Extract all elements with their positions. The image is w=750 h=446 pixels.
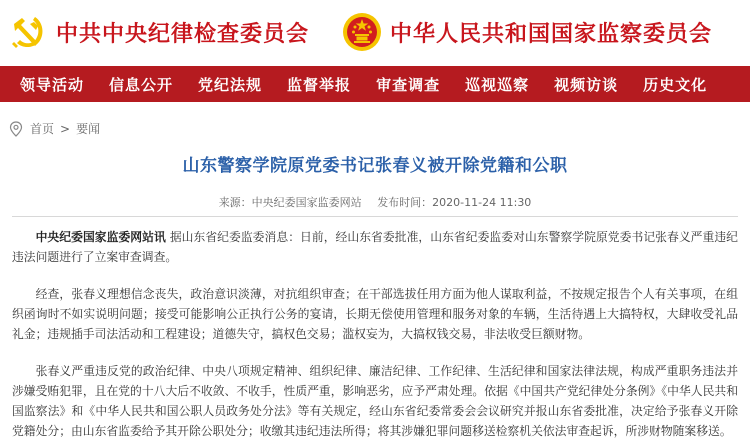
nav-item-investigation[interactable]: 审查调查 — [376, 75, 441, 94]
party-emblem-icon — [8, 12, 48, 52]
nav-item-inspection[interactable]: 巡视巡察 — [465, 75, 530, 94]
national-emblem-icon — [342, 12, 382, 52]
title-divider — [12, 216, 738, 217]
ccdi-name: 中共中央纪律检查委员会 — [56, 20, 310, 47]
breadcrumb-current-link[interactable]: 要闻 — [76, 122, 101, 136]
location-pin-icon — [8, 121, 24, 137]
nav-item-reporting[interactable]: 监督举报 — [287, 75, 352, 94]
nav-item-disclosure[interactable]: 信息公开 — [109, 75, 174, 94]
article-published-time: 发布时间：2020-11-24 11:30 — [377, 196, 532, 209]
article-body — [12, 227, 738, 446]
ccdi-brand[interactable] — [8, 12, 309, 52]
nav-item-leadership[interactable]: 领导活动 — [20, 75, 85, 94]
nav-item-video[interactable]: 视频访谈 — [554, 75, 619, 94]
article-paragraph-2: 经查，张春义理想信念丧失，政治意识淡薄，对抗组织审查；在干部选拔任用方面为他人谋取利益，不按规定报告个人有关事项，在组织函询时不如实说明问题；接受可能影响公正执行公务的宴请，长期无偿使用管理和服务对象的车辆，生活待遇上大搞特权，大肆收受礼品礼金；违规插手司法活动和工程建设；道德失守，搞权色交易；滥权妄为，大搞权钱交易，非法收受巨额财物。 — [12, 287, 738, 341]
nav-item-history[interactable]: 历史文化 — [643, 75, 708, 94]
article-meta — [0, 194, 750, 210]
breadcrumb-separator: > — [60, 121, 71, 136]
breadcrumb-home-link[interactable]: 首页 — [30, 122, 55, 136]
article-paragraph-3: 张春义严重违反党的政治纪律、中央八项规定精神、组织纪律、廉洁纪律、工作纪律、生活纪律和国家法律法规，构成严重职务违法并涉嫌受贿犯罪，且在党的十八大后不收敛、不收手，性质严重，影响恶劣，应予严肃处理。依据《中国共产党纪律处分条例》《中华人民共和国监察法》和《中华人民共和国公职人员政务处分法》等有关规定，经山东省纪委常委会会议研究并报山东省委批准，决定给予张春义开除党籍处分；由山东省监委给予其开除公职处分；收缴其违纪违法所得；将其涉嫌犯罪问题移送检察机关依法审查起诉，所涉财物随案移送。 — [12, 364, 738, 438]
article-paragraph-1 — [12, 227, 738, 267]
nsc-brand[interactable] — [342, 12, 712, 52]
nsc-name: 中华人民共和国国家监察委员会 — [390, 20, 713, 47]
main-nav — [0, 66, 750, 102]
site-header — [0, 0, 750, 66]
article-title-box — [12, 151, 738, 176]
article-source: 来源：中央纪委国家监委网站 — [218, 196, 362, 209]
article-paragraph-1-text: 据山东省纪委监委消息：日前，经山东省委批准，山东省纪委监委对山东警察学院原党委书记张春义严重违纪违法问题进行了立案审查调查。 — [12, 230, 738, 264]
breadcrumb — [8, 120, 100, 137]
nav-item-regulations[interactable]: 党纪法规 — [198, 75, 263, 94]
article-lead: 中央纪委国家监委网站讯 — [35, 230, 166, 244]
article-title: 山东警察学院原党委书记张春义被开除党籍和公职 — [182, 156, 568, 176]
